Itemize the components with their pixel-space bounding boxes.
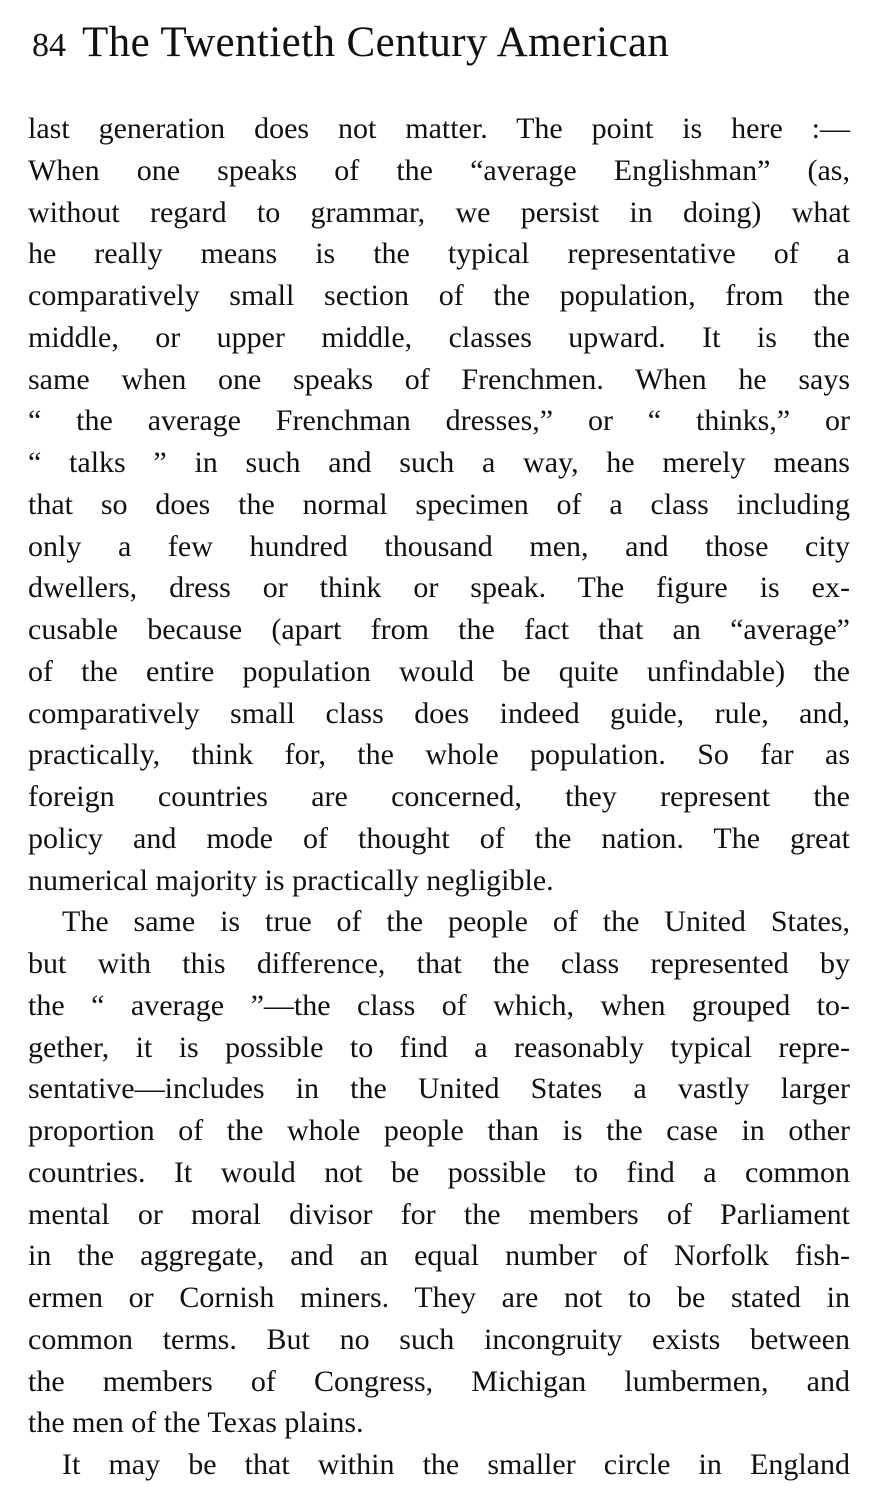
- text-line: without regard to grammar, we persist in doing) what: [28, 195, 850, 229]
- text-line: the men of the Texas plains.: [28, 1406, 364, 1440]
- text-line: of the entire population would be quite unfindable) the: [28, 654, 850, 688]
- text-line: “ talks ” in such and such a way, he merely means: [28, 446, 850, 479]
- text-line: ermen or Cornish miners. They are not to be stated in: [28, 1281, 850, 1314]
- text-line: “ the average Frenchman dresses,” or “ thinks,” or: [28, 404, 850, 438]
- body-text: [28, 108, 850, 1486]
- text-line: that so does the normal specimen of a class including: [28, 487, 850, 521]
- page-number: 84: [32, 27, 66, 64]
- text-line: policy and mode of thought of the nation. The great: [28, 821, 850, 855]
- text-line: The same is true of the people of the United States,: [62, 905, 850, 939]
- text-line: but with this difference, that the class represented by: [28, 947, 850, 980]
- text-line: When one speaks of the “average Englishman” (as,: [28, 153, 850, 187]
- text-line: countries. It would not be possible to find a common: [28, 1155, 850, 1189]
- text-line: common terms. But no such incongruity exists between: [28, 1322, 850, 1356]
- text-line: comparatively small class does indeed guide, rule, and,: [28, 696, 850, 730]
- text-line: practically, think for, the whole population. So far as: [28, 738, 850, 772]
- text-line: cusable because (apart from the fact that an “average”: [28, 613, 850, 646]
- text-line: he really means is the typical representative of a: [28, 237, 850, 271]
- running-title: The Twentieth Century American: [82, 19, 670, 66]
- text-line: numerical majority is practically negligible.: [28, 863, 554, 897]
- text-line: middle, or upper middle, classes upward. It is the: [28, 320, 850, 354]
- text-line: It may be that within the smaller circle in England: [62, 1448, 850, 1481]
- text-line: gether, it is possible to find a reasonably typical repre-: [28, 1030, 850, 1064]
- text-line: foreign countries are concerned, they represent the: [28, 780, 850, 813]
- text-line: only a few hundred thousand men, and those city: [28, 529, 850, 563]
- text-line: mental or moral divisor for the members of Parliament: [28, 1197, 850, 1231]
- text-line: in the aggregate, and an equal number of Norfolk fish-: [28, 1239, 850, 1273]
- text-line: same when one speaks of Frenchmen. When he says: [28, 362, 850, 396]
- text-line: comparatively small section of the population, from the: [28, 279, 850, 312]
- text-line: sentative—includes in the United States a vastly larger: [28, 1072, 850, 1106]
- page-header: [32, 18, 852, 74]
- text-line: the “ average ”—the class of which, when grouped to-: [28, 988, 850, 1022]
- text-line: the members of Congress, Michigan lumbermen, and: [28, 1364, 850, 1398]
- text-line: last generation does not matter. The point is here :—: [28, 112, 850, 145]
- text-line: proportion of the whole people than is the case in other: [28, 1114, 850, 1147]
- text-line: dwellers, dress or think or speak. The figure is ex-: [28, 571, 850, 605]
